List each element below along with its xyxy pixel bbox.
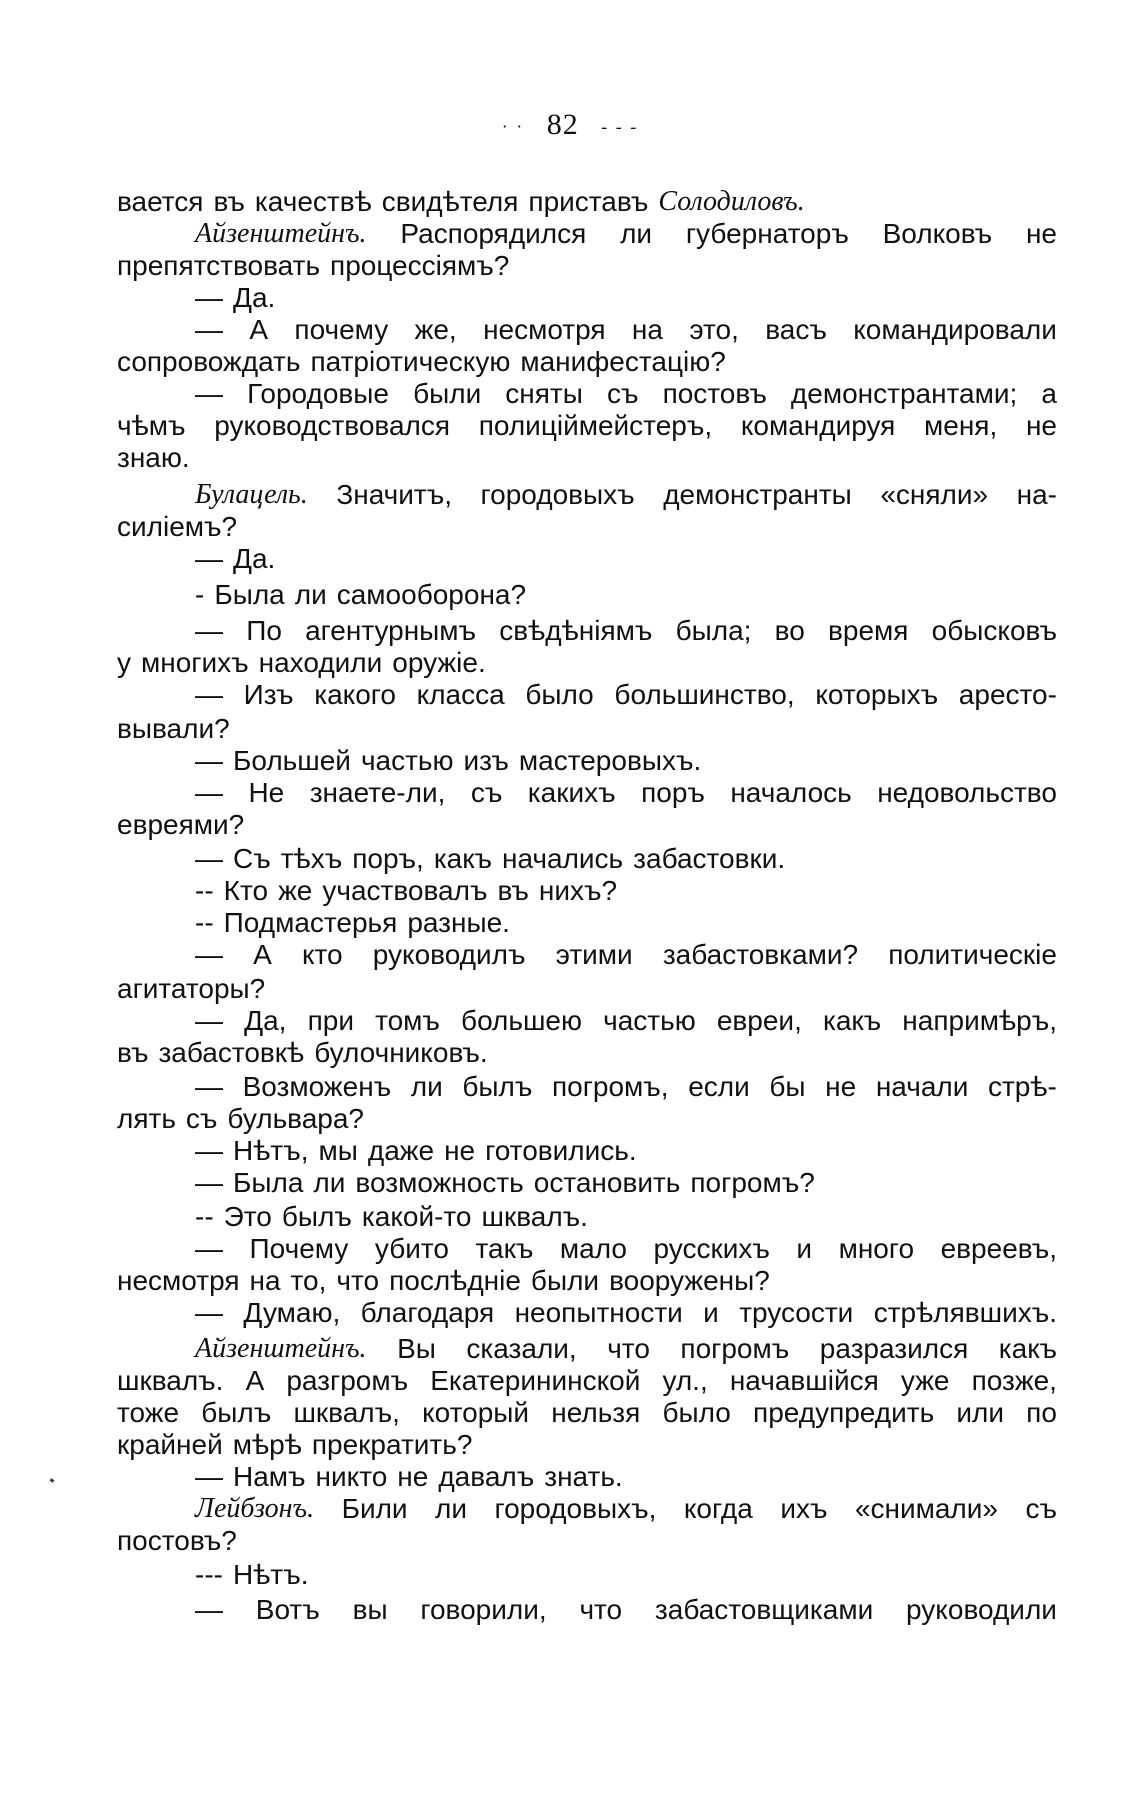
word: вывали? xyxy=(117,713,230,744)
word: А xyxy=(253,939,272,970)
word: - xyxy=(195,579,205,610)
word: постовъ? xyxy=(117,1525,237,1556)
word: это, xyxy=(689,314,739,345)
scan-speck xyxy=(50,1478,55,1483)
word: было xyxy=(662,1397,731,1428)
word: съ xyxy=(185,1103,218,1134)
word: участвовалъ xyxy=(322,875,488,906)
word: Была xyxy=(233,1167,304,1198)
word: шквалъ. xyxy=(481,1201,588,1232)
word: сняты xyxy=(505,378,583,409)
word: васъ xyxy=(765,314,827,345)
word: не xyxy=(397,1461,429,1492)
text-line xyxy=(117,777,1057,809)
word: много xyxy=(838,1233,915,1264)
word: — xyxy=(195,1071,223,1102)
word: когда xyxy=(683,1493,753,1524)
word: Вы xyxy=(397,1333,436,1364)
word: качествѣ xyxy=(254,186,372,217)
word: ли xyxy=(410,1071,443,1102)
text-line xyxy=(117,579,1057,611)
word: Намъ xyxy=(233,1461,306,1492)
speaker-name: Булацель. xyxy=(195,479,308,510)
word: въ xyxy=(117,1037,149,1068)
word: Изъ xyxy=(243,679,294,710)
text-line xyxy=(117,1493,1057,1525)
word: А xyxy=(245,1365,265,1396)
text-line xyxy=(117,511,1057,543)
word: губернаторъ xyxy=(685,218,849,249)
word: во xyxy=(774,615,805,646)
word: мало xyxy=(559,1233,627,1264)
word: ли xyxy=(620,218,653,249)
word: остановить xyxy=(533,1167,681,1198)
word: Нѣтъ, xyxy=(233,1135,309,1166)
word: многихъ xyxy=(141,647,249,678)
word: какъ xyxy=(998,1333,1057,1364)
word: -- xyxy=(195,907,214,938)
word: — xyxy=(195,378,223,409)
word: Съ xyxy=(233,843,271,874)
word: не xyxy=(1025,218,1057,249)
word: приставъ xyxy=(528,186,649,217)
word: на xyxy=(631,314,663,345)
word: тоже xyxy=(117,1397,180,1428)
word: что xyxy=(607,1333,650,1364)
word: поръ, xyxy=(352,843,424,874)
word: знать. xyxy=(544,1461,623,1492)
word: демонстранты xyxy=(663,479,852,510)
word: начались xyxy=(502,843,624,874)
text-line xyxy=(117,1559,1057,1591)
word: патріотическую xyxy=(310,346,511,377)
word: знаю. xyxy=(117,442,190,473)
word: разгромъ xyxy=(286,1365,409,1396)
text-line xyxy=(117,346,1057,378)
speaker-name: Айзенштейнъ. xyxy=(195,1333,367,1364)
word: евреевъ, xyxy=(940,1233,1057,1264)
word: — xyxy=(195,1005,223,1036)
word: такъ xyxy=(475,1233,534,1264)
word: находили xyxy=(258,647,383,678)
word: говорили, xyxy=(420,1594,547,1625)
word: -- xyxy=(195,1201,214,1232)
word: руководствовался xyxy=(214,410,451,441)
word: — xyxy=(195,282,223,313)
word: — xyxy=(195,1167,223,1198)
word: трусости xyxy=(739,1297,854,1328)
word: меня, xyxy=(924,410,998,441)
word: Били xyxy=(341,1493,408,1524)
word: стрѣлявшихъ. xyxy=(873,1297,1057,1328)
word: почему xyxy=(294,314,389,345)
word: несмотря xyxy=(117,1265,240,1296)
word: въ xyxy=(497,875,529,906)
text-line xyxy=(117,1167,1057,1199)
word: свѣдѣніямъ xyxy=(499,615,653,646)
word: Кто xyxy=(223,875,269,906)
text-line xyxy=(117,1594,1057,1626)
word: вы xyxy=(352,1594,388,1625)
word: — xyxy=(195,1233,223,1264)
word: Волковъ xyxy=(882,218,993,249)
word: Почему xyxy=(249,1233,349,1264)
word: ли xyxy=(294,579,327,610)
word: силіемъ? xyxy=(117,511,238,542)
word: крайней xyxy=(117,1429,223,1460)
text-line xyxy=(117,875,1057,907)
word: погромъ, xyxy=(551,1071,669,1102)
word: — xyxy=(195,843,223,874)
text-line xyxy=(117,1365,1057,1397)
text-line xyxy=(117,1037,1057,1069)
word: аресто- xyxy=(958,679,1057,710)
text-line xyxy=(117,282,1057,314)
word: — xyxy=(195,939,223,970)
word: Нѣтъ. xyxy=(232,1559,309,1590)
text-line xyxy=(117,218,1057,250)
text-line xyxy=(117,1461,1057,1493)
word: изъ xyxy=(463,745,509,776)
word: что xyxy=(579,1594,623,1625)
word: полиціймейстеръ, xyxy=(478,410,713,441)
word: частью xyxy=(603,1005,696,1036)
page-number: 82 xyxy=(546,108,579,141)
word: кто xyxy=(301,939,343,970)
text-line xyxy=(117,479,1057,511)
word: Да. xyxy=(233,543,276,574)
word: на- xyxy=(1016,479,1057,510)
text-line xyxy=(117,1103,1057,1135)
word: Не xyxy=(248,777,285,808)
word: готовились. xyxy=(485,1135,637,1166)
word: возможность xyxy=(355,1167,524,1198)
word: — xyxy=(195,1135,223,1166)
word: несмотря xyxy=(483,314,606,345)
speaker-name: Айзенштейнъ. xyxy=(195,218,367,249)
word: Екатерининской xyxy=(430,1365,641,1396)
word: благодаря xyxy=(360,1297,495,1328)
word: большинство, xyxy=(614,679,795,710)
word: же xyxy=(278,875,313,906)
word: нихъ? xyxy=(538,875,618,906)
word: не xyxy=(825,1071,857,1102)
text-line xyxy=(117,713,1057,745)
word: Это xyxy=(223,1201,272,1232)
text-line xyxy=(117,250,1057,282)
word: большею xyxy=(461,1005,583,1036)
word: препятствовать xyxy=(117,250,321,281)
word: по xyxy=(1026,1397,1057,1428)
word: была; xyxy=(675,615,752,646)
word: частью xyxy=(360,745,454,776)
speaker-name: Солодиловъ. xyxy=(658,186,805,217)
word: мастеровыхъ. xyxy=(518,745,702,776)
word: бы xyxy=(769,1071,806,1102)
word: — xyxy=(195,679,223,710)
word: неопытности xyxy=(514,1297,683,1328)
word: какъ xyxy=(433,843,492,874)
word: городовыхъ, xyxy=(494,1493,657,1524)
word: мы xyxy=(318,1135,358,1166)
word: предупредить xyxy=(753,1397,935,1428)
word: — xyxy=(195,1461,223,1492)
word: недовольство xyxy=(877,777,1057,808)
text-line xyxy=(117,1135,1057,1167)
word: руководили xyxy=(906,1594,1057,1625)
word: бульвара? xyxy=(227,1103,365,1134)
word: класса xyxy=(416,679,505,710)
word: шквалъ, xyxy=(293,1397,400,1428)
word: русскихъ xyxy=(653,1233,770,1264)
word: и xyxy=(796,1233,813,1264)
word: позже, xyxy=(971,1365,1057,1396)
word: лять xyxy=(117,1103,176,1134)
word: началось xyxy=(730,777,852,808)
word: свидѣтеля xyxy=(381,186,519,217)
text-line xyxy=(117,1005,1057,1037)
word: если xyxy=(688,1071,750,1102)
word: погромъ xyxy=(680,1333,790,1364)
word: съ xyxy=(606,378,639,409)
text-line xyxy=(117,907,1057,939)
word: Подмастерья xyxy=(223,907,398,938)
word: прекратить? xyxy=(311,1429,473,1460)
word: «сняли» xyxy=(880,479,989,510)
word: сказали, xyxy=(466,1333,577,1364)
word: агитаторы? xyxy=(117,973,266,1004)
word: Значитъ, xyxy=(336,479,452,510)
word: былъ xyxy=(281,1201,352,1232)
word: были xyxy=(413,378,482,409)
word: евреи, xyxy=(716,1005,802,1036)
word: демонстрантами; xyxy=(790,378,1018,409)
text-line xyxy=(117,1071,1057,1103)
word: что xyxy=(336,1265,380,1296)
word: городовыхъ xyxy=(480,479,635,510)
word: напримѣръ, xyxy=(902,1005,1057,1036)
text-line xyxy=(117,1333,1057,1365)
word: Возможенъ xyxy=(242,1071,392,1102)
text-line xyxy=(117,1525,1057,1557)
word: постовъ xyxy=(662,378,767,409)
word: этими xyxy=(555,939,633,970)
word: разразился xyxy=(819,1333,969,1364)
word: политическіе xyxy=(888,939,1057,970)
word: Вотъ xyxy=(255,1594,320,1625)
word: а xyxy=(1041,378,1057,409)
speaker-name: Лейбзонъ. xyxy=(195,1493,315,1524)
word: нельзя xyxy=(551,1397,641,1428)
word: обысковъ xyxy=(931,615,1057,646)
word: мѣрѣ xyxy=(232,1429,302,1460)
word: уже xyxy=(900,1365,950,1396)
text-line xyxy=(117,1265,1057,1297)
text-line xyxy=(117,647,1057,679)
word: --- xyxy=(195,1559,223,1590)
word: — xyxy=(195,615,223,646)
word: манифестацію? xyxy=(520,346,726,377)
header-suffix: - - - xyxy=(601,116,639,137)
text-line xyxy=(117,679,1057,711)
word: чѣмъ xyxy=(117,410,186,441)
text-line xyxy=(117,378,1057,410)
text-line xyxy=(117,615,1057,647)
word: ихъ xyxy=(780,1493,828,1524)
word: не xyxy=(444,1135,476,1166)
word: съ xyxy=(1025,1493,1057,1524)
word: — xyxy=(195,1594,223,1625)
word: вается xyxy=(117,186,204,217)
word: — xyxy=(195,543,223,574)
word: ли xyxy=(435,1493,468,1524)
word: Распорядился xyxy=(400,218,587,249)
word: самооборона? xyxy=(336,579,527,610)
word: не xyxy=(1025,410,1057,441)
word: былъ xyxy=(201,1397,272,1428)
word: А xyxy=(249,314,269,345)
word: Была xyxy=(214,579,285,610)
word: агентурнымъ xyxy=(305,615,477,646)
text-line xyxy=(117,186,1057,218)
text-line xyxy=(117,1201,1057,1233)
word: томъ xyxy=(375,1005,440,1036)
word: ли xyxy=(313,1167,346,1198)
word: у xyxy=(117,647,131,678)
text-line xyxy=(117,442,1057,474)
word: Большей xyxy=(233,745,351,776)
word: По xyxy=(246,615,282,646)
word: «снимали» xyxy=(854,1493,998,1524)
word: стрѣ- xyxy=(987,1071,1057,1102)
word: -- xyxy=(195,875,214,906)
word: Городовые xyxy=(247,378,389,409)
word: погромъ? xyxy=(690,1167,815,1198)
text-line xyxy=(117,314,1057,346)
text-line xyxy=(117,410,1057,442)
word: начали xyxy=(875,1071,969,1102)
word: какихъ xyxy=(527,777,616,808)
word: булочниковъ. xyxy=(314,1037,488,1068)
word: Да, xyxy=(244,1005,287,1036)
word: или xyxy=(956,1397,1004,1428)
word: командировали xyxy=(853,314,1057,345)
text-line xyxy=(117,1397,1057,1429)
word: знаете-ли, xyxy=(309,777,446,808)
word: шквалъ. xyxy=(117,1365,224,1396)
word: никто xyxy=(315,1461,388,1492)
word: сопровождать xyxy=(117,346,301,377)
text-line xyxy=(117,973,1057,1005)
word: въ xyxy=(213,186,245,217)
text-line xyxy=(117,543,1057,575)
word: же, xyxy=(414,314,457,345)
word: даже xyxy=(367,1135,435,1166)
word: на xyxy=(249,1265,281,1296)
header-prefix: · · xyxy=(501,116,525,137)
word: были xyxy=(530,1265,600,1296)
word: какого xyxy=(314,679,396,710)
text-line xyxy=(117,939,1057,971)
word: Да. xyxy=(233,282,276,313)
word: тѣхъ xyxy=(280,843,343,874)
word: — xyxy=(195,1297,223,1328)
word: разные. xyxy=(407,907,510,938)
word: было xyxy=(525,679,594,710)
word: — xyxy=(195,745,223,776)
word: начавшійся xyxy=(729,1365,879,1396)
word: процессіямъ? xyxy=(330,250,510,281)
word: давалъ xyxy=(438,1461,535,1492)
word: при xyxy=(307,1005,354,1036)
word: Думаю, xyxy=(243,1297,341,1328)
word: забастовщиками xyxy=(654,1594,874,1625)
word: командируя xyxy=(740,410,896,441)
page-body-text xyxy=(117,186,1057,1626)
word: послѣдніе xyxy=(389,1265,521,1296)
text-line xyxy=(117,843,1057,875)
word: забастовки. xyxy=(633,843,786,874)
word: какъ xyxy=(822,1005,882,1036)
word: съ xyxy=(470,777,503,808)
text-line xyxy=(117,1429,1057,1461)
word: которыхъ xyxy=(815,679,939,710)
word: то, xyxy=(290,1265,327,1296)
word: время xyxy=(828,615,909,646)
word: забастовками? xyxy=(662,939,859,970)
word: убито xyxy=(374,1233,449,1264)
text-line xyxy=(117,809,1057,841)
word: который xyxy=(422,1397,530,1428)
text-line xyxy=(117,1233,1057,1265)
text-line xyxy=(117,745,1057,777)
text-line xyxy=(117,1297,1057,1329)
word: евреями? xyxy=(117,809,245,840)
word: былъ xyxy=(462,1071,533,1102)
word: — xyxy=(195,777,223,808)
word: какой-то xyxy=(361,1201,472,1232)
word: руководилъ xyxy=(372,939,526,970)
word: и xyxy=(703,1297,719,1328)
word: — xyxy=(195,314,223,345)
word: оружіе. xyxy=(392,647,486,678)
word: поръ xyxy=(641,777,705,808)
word: забастовкѣ xyxy=(158,1037,305,1068)
word: вооружены? xyxy=(609,1265,770,1296)
word: ул., xyxy=(662,1365,708,1396)
page-header xyxy=(0,108,1140,142)
